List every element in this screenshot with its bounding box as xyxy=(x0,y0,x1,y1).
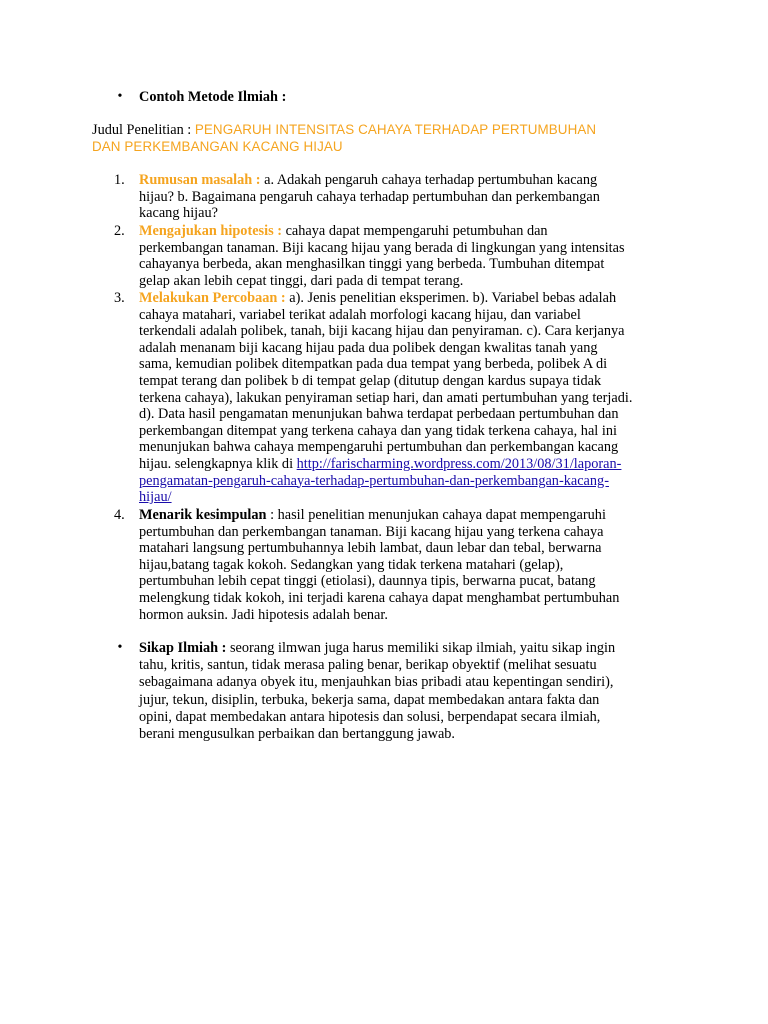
item-line: melengkung tidak kokoh, ini terjadi karena cahaya dapat menghambat pertumbuhan xyxy=(139,589,620,606)
item-line: sama, kemudian polibek ditempatkan pada dua tempat yang berbeda, polibek A di xyxy=(139,356,608,373)
item-line: adalah menanam biji kacang hijau pada dua polibek dengan kwalitas tanah yang xyxy=(139,339,598,356)
item-line: opini, dapat membedakan antara hipotesis dan solusi, berpendapat secara ilmiah, xyxy=(139,708,601,725)
source-link-part-2[interactable]: pengamatan-pengaruh-cahaya-terhadap-pertumbuhan-dan-perkembangan-kacang- xyxy=(139,472,609,489)
item-line: tahu, kritis, santun, tidak merasa paling benar, berikap obyektif (melihat sesuatu xyxy=(139,657,597,674)
source-link-part-1[interactable]: http://farischarming.wordpress.com/2013/08/31/laporan- xyxy=(296,455,622,472)
item-line: terkena cahaya), lakukan penyiraman setiap hari, dan amati pertumbuhan yang terjadi. xyxy=(139,389,633,406)
item-line: jujur, tekun, disiplin, terbuka, bekerja sama, dapat membedakan antara fakta dan xyxy=(139,691,600,708)
item-heading: Melakukan Percobaan : xyxy=(139,290,290,306)
bullet-dot: • xyxy=(117,640,123,655)
item-line: seorang ilmwan juga harus memiliki sikap ilmiah, yaitu sikap ingin xyxy=(229,640,616,656)
item-line: cahaya dapat mempengaruhi petumbuhan dan xyxy=(285,223,548,239)
research-title xyxy=(92,122,672,156)
item-line: gelap akan lebih cepat tinggi, dari pada di tempat terang. xyxy=(139,272,464,289)
item-line: hijau? b. Bagaimana pengaruh cahaya terhadap pertumbuhan dan perkembangan xyxy=(139,188,600,205)
item-line: sebagaimana adanya obyek itu, menjauhkan bias pribadi atau kepentingan sendiri), xyxy=(139,674,614,691)
item-line: pertumbuhan dan perkembangan tanaman. Biji kacang hijau yang terkena cahaya xyxy=(139,523,604,540)
item-line: a. Adakah pengaruh cahaya terhadap pertumbuhan kacang xyxy=(264,172,598,188)
item-line: : hasil penelitian menunjukan cahaya dapat mempengaruhi xyxy=(266,507,606,523)
item-heading: Mengajukan hipotesis : xyxy=(139,223,286,239)
item-heading: Menarik kesimpulan xyxy=(139,507,267,523)
item-line: terkendali adalah polibek, tanah, biji kacang hijau dan penyiraman. c). Cara kerjanya xyxy=(139,323,625,340)
item-line: perkembangan tanaman. Biji kacang hijau yang berada di lingkungan yang intensitas xyxy=(139,239,625,256)
item-line: hijau,batang tagak kokoh. Sedangkan yang tidak terkena matahari (gelap), xyxy=(139,556,564,573)
item-line: pertumbuhan lebih cepat tinggi (etiolasi), daunnya tipis, berwarna pucat, batang xyxy=(139,573,596,590)
item-line: cahaya matahari, variabel terikat adalah morfologi kacang hijau, dan variabel xyxy=(139,306,581,323)
item-line: perkembangan ditempat yang terkena cahaya dan yang tidak terkena cahaya, hal ini xyxy=(139,422,617,439)
item-line: cahayanya berbeda, akan menghasilkan tinggi yang berbeda. Tumbuhan ditempat xyxy=(139,256,605,273)
section-heading-contoh: Contoh Metode Ilmiah : xyxy=(139,89,287,105)
item-line: d). Data hasil pengamatan menunjukan bahwa terdapat perbedaan pertumbuhan dan xyxy=(139,406,619,423)
title-line-2: DAN PERKEMBANGAN KACANG HIJAU xyxy=(92,139,343,154)
link-prefix: hijau. selengkapnya klik di xyxy=(139,455,297,472)
list-number: 2. xyxy=(114,223,125,239)
list-number: 3. xyxy=(114,290,125,306)
item-heading: Rumusan masalah : xyxy=(139,172,265,188)
item-line: menunjukan bahwa cahaya mempengaruhi pertumbuhan dan perkembangan kacang xyxy=(139,439,619,456)
title-line-1: PENGARUH INTENSITAS CAHAYA TERHADAP PERTUMBUHAN xyxy=(194,122,597,137)
section-heading-sikap: Sikap Ilmiah : xyxy=(139,640,230,656)
list-number: 4. xyxy=(114,507,125,523)
item-line: hormon auksin. Jadi hipotesis adalah benar. xyxy=(139,606,388,623)
item-line: berani mengusulkan perbaikan dan bertanggung jawab. xyxy=(139,725,456,742)
list-number: 1. xyxy=(114,172,125,188)
bullet-dot: • xyxy=(117,89,123,104)
item-line: matahari langsung pertumbuhannya lebih lambat, daun lebar dan tebal, berwarna xyxy=(139,540,602,557)
source-link-part-3[interactable]: hijau/ xyxy=(139,489,172,506)
title-prefix: Judul Penelitian : xyxy=(92,122,195,138)
item-line: a). Jenis penelitian eksperimen. b). Variabel bebas adalah xyxy=(289,290,617,306)
item-line: kacang hijau? xyxy=(139,205,218,222)
item-line: tempat terang dan polibek b di tempat gelap (ditutup dengan kardus supaya tidak xyxy=(139,372,602,389)
